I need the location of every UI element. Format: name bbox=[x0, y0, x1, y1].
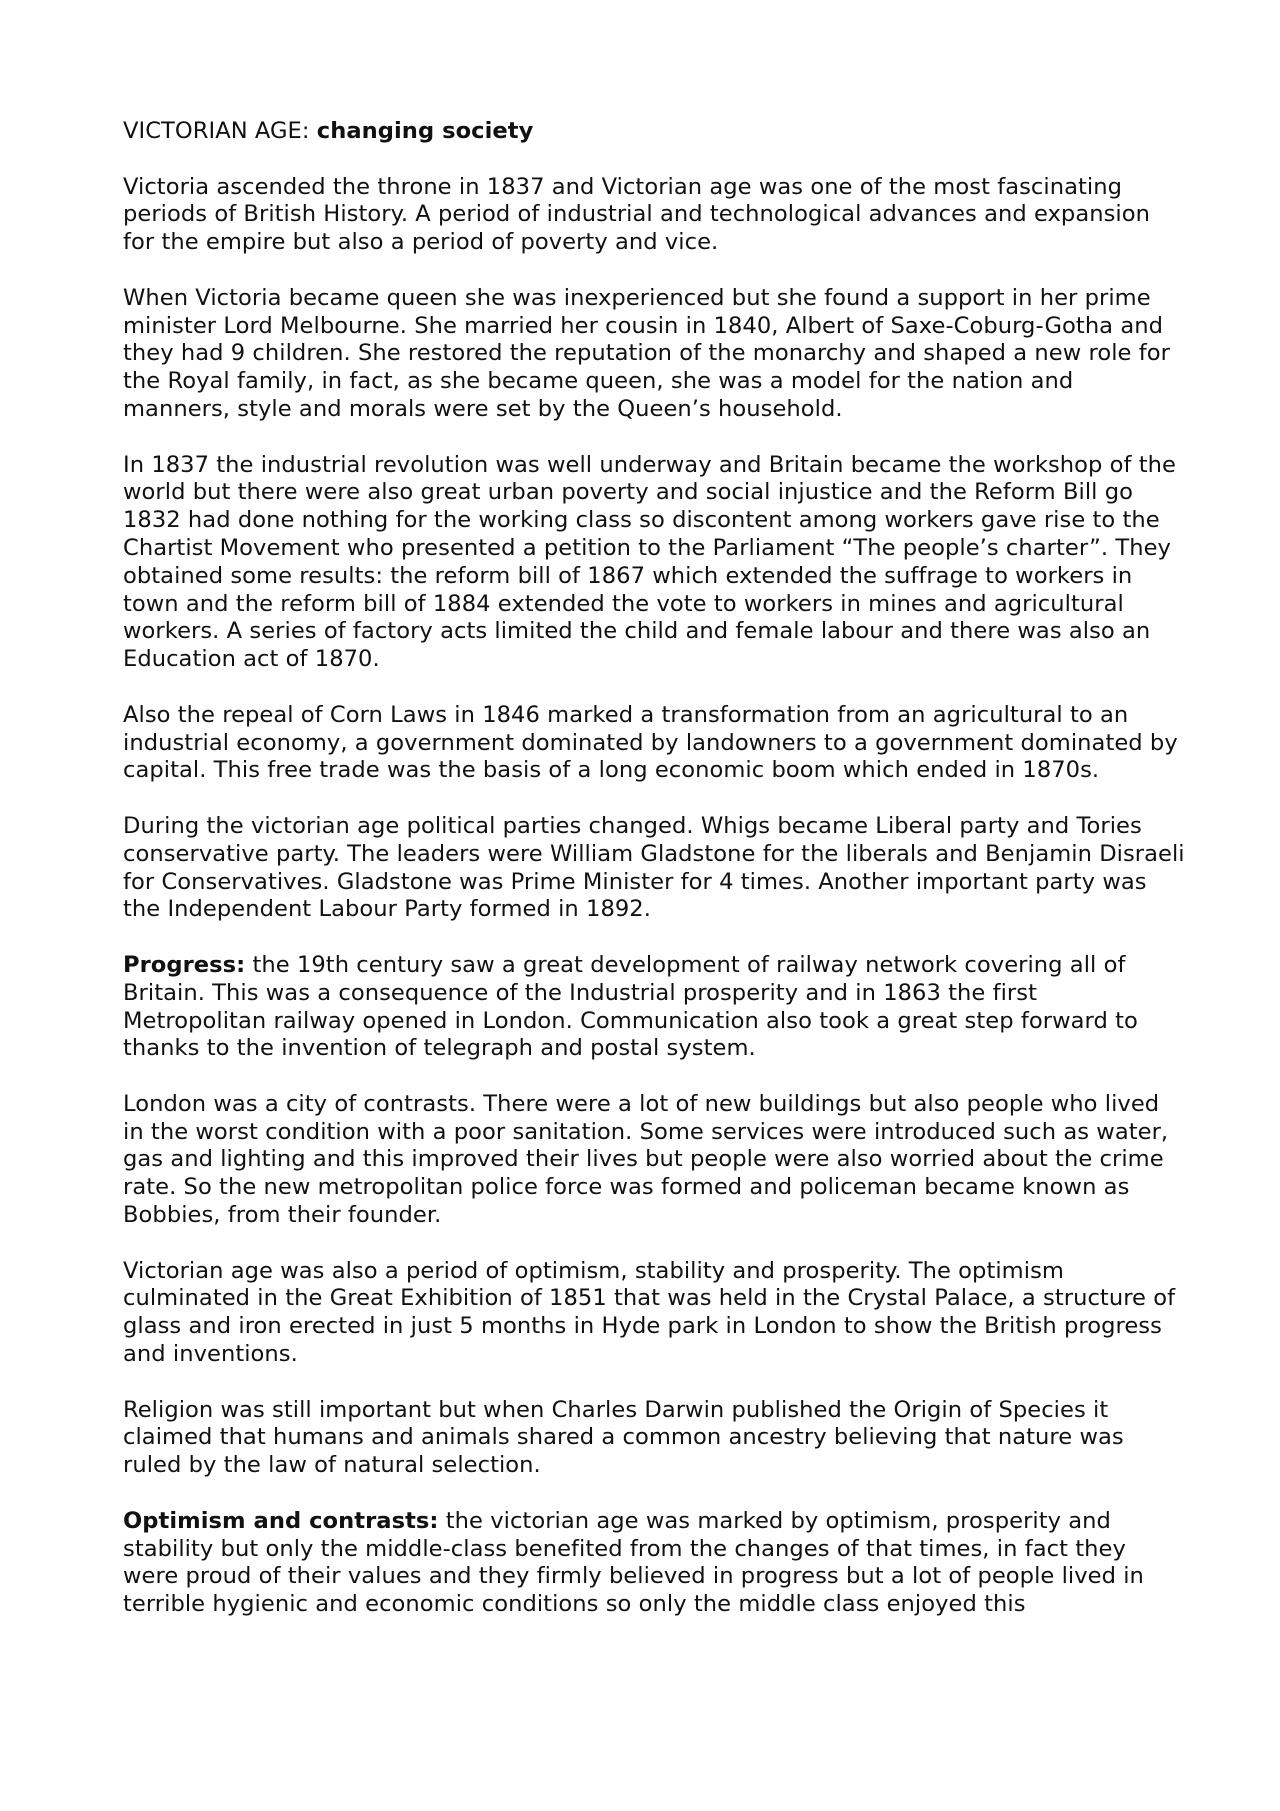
paragraph-london bbox=[123, 1091, 1185, 1230]
paragraph-political-parties bbox=[123, 813, 1185, 924]
paragraph-lead: Progress: bbox=[123, 951, 246, 978]
paragraph-accession bbox=[123, 174, 1185, 257]
paragraph-text: In 1837 the industrial revolution was well underway and Britain became the workshop of the world but there were also great urban poverty and social injustice and the Reform Bill go 1832 had done nothing for the working class so discontent among workers gave rise to the Chartist Movement who presented a petition to the Parliament “The people’s charter”. They obtained some results: the reform bill of 1867 which extended the suffrage to workers in town and the reform bill of 1884 extended the vote to workers in mines and agricultural workers. A series of factory acts limited the child and female labour and there was also an Education act of 1870. bbox=[123, 451, 1177, 673]
paragraph-text: London was a city of contrasts. There were a lot of new buildings but also people who lived in the worst condition with a poor sanitation. Some services were introduced such as water, gas and lighting and this improved their lives but people were also worried about the crime rate. So the new metropolitan police force was formed and policeman became known as Bobbies, from their founder. bbox=[123, 1090, 1169, 1229]
paragraph-text: Religion was still important but when Charles Darwin published the Origin of Species it claimed that humans and animals shared a common ancestry believing that nature was ruled by the law of natural selection. bbox=[123, 1396, 1124, 1479]
paragraph-text: Also the repeal of Corn Laws in 1846 marked a transformation from an agricultural to an industrial economy, a government dominated by landowners to a government dominated by capital. This free trade was the basis of a long economic boom which ended in 1870s. bbox=[123, 701, 1178, 784]
paragraph-religion bbox=[123, 1397, 1185, 1480]
paragraph-optimism-contrasts bbox=[123, 1508, 1185, 1619]
paragraph-lead: Optimism and contrasts: bbox=[123, 1507, 439, 1534]
paragraph-corn-laws bbox=[123, 702, 1185, 785]
paragraph-text: the victorian age was marked by optimism, prosperity and stability but only the middle-class benefited from the changes of that times, in fact they were proud of their values and they firmly believed in progress but a lot of people lived in terrible hygienic and economic conditions so only the middle class enjoyed this bbox=[123, 1507, 1144, 1618]
paragraph-industrial-revolution bbox=[123, 452, 1185, 674]
paragraph-progress bbox=[123, 952, 1185, 1063]
title-emphasis: changing society bbox=[316, 118, 534, 144]
title-prefix: VICTORIAN AGE: bbox=[123, 118, 317, 144]
paragraph-text: When Victoria became queen she was inexperienced but she found a support in her prime minister Lord Melbourne. She married her cousin in 1840, Albert of Saxe-Coburg-Gotha and they had 9 children. She restored the reputation of the monarchy and shaped a new role for the Royal family, in fact, as she became queen, she was a model for the nation and manners, style and morals were set by the Queen’s household. bbox=[123, 284, 1170, 422]
paragraph-text: Victoria ascended the throne in 1837 and Victorian age was one of the most fascinating periods of British History. A period of industrial and technological advances and expansion for the empire but also a period of poverty and vice. bbox=[123, 173, 1150, 256]
paragraph-text: Victorian age was also a period of optimism, stability and prosperity. The optimism culminated in the Great Exhibition of 1851 that was held in the Crystal Palace, a structure of glass and iron erected in just 5 months in Hyde park in London to show the British progress and inventions. bbox=[123, 1257, 1176, 1368]
paragraph-text: the 19th century saw a great development of railway network covering all of Britain. This was a consequence of the Industrial prosperity and in 1863 the first Metropolitan railway opened in London. Communication also took a great step forward to thanks to the invention of telegraph and postal system. bbox=[123, 951, 1138, 1062]
paragraph-text: During the victorian age political parties changed. Whigs became Liberal party and Tories conservative party. The leaders were William Gladstone for the liberals and Benjamin Disraeli for Conservatives. Gladstone was Prime Minister for 4 times. Another important party was the Independent Labour Party formed in 1892. bbox=[123, 812, 1185, 923]
document-body bbox=[123, 118, 1185, 1647]
paragraph-optimism bbox=[123, 1258, 1185, 1369]
paragraph-queen bbox=[123, 285, 1185, 424]
document-title bbox=[123, 118, 1185, 146]
